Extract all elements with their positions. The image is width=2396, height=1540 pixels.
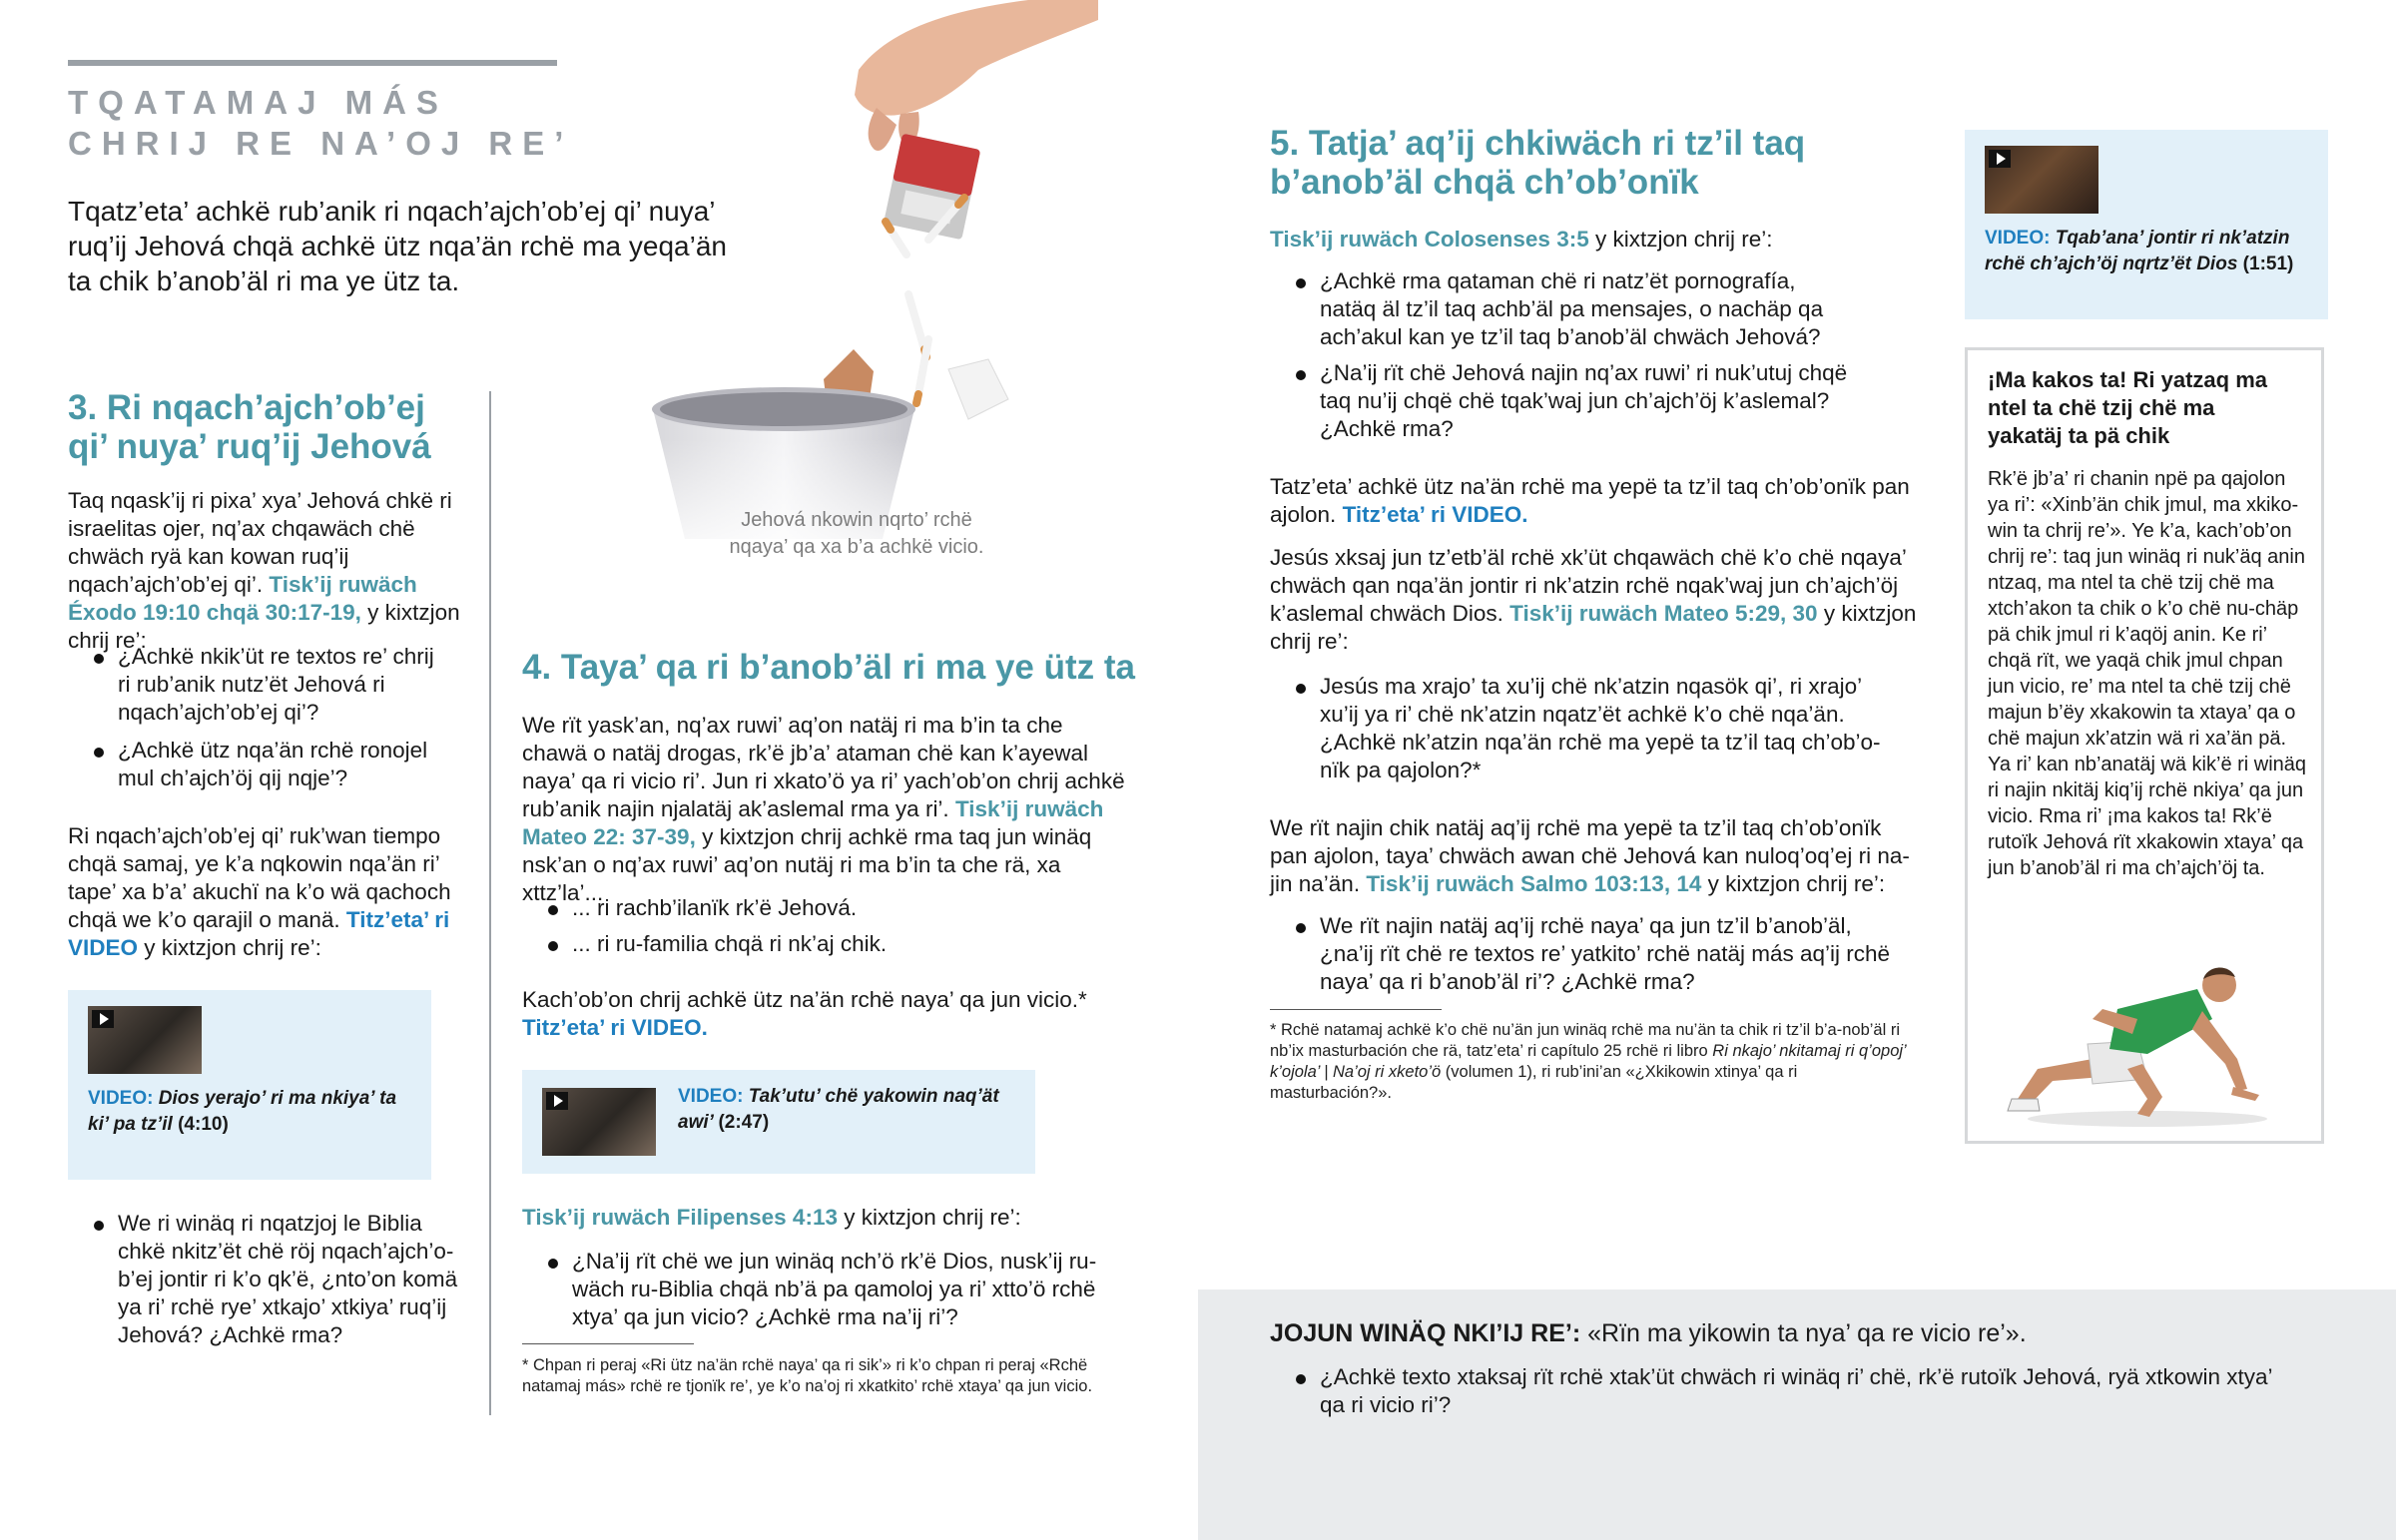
video-duration: (2:47): [718, 1112, 770, 1133]
video-label: VIDEO:: [1985, 228, 2051, 249]
section3-scripture-link[interactable]: Tisk’ij ruwäch Éxodo 19:10 chqä 30:17-19,: [68, 572, 417, 625]
video-label: VIDEO:: [88, 1088, 154, 1109]
sidebar-video-caption: [1985, 226, 2314, 277]
section3-para1-after: y kixtzjon chrij re’:: [68, 600, 460, 653]
list-item: ¿Na’ij rït chë we jun winäq nch’ö rk’ë Dios, nusk’ij ru-wäch ru-Biblia chqä nb’ä pa qamoloj ya ri’ xtto’ö rchë xtya’ qa jun vicio? ¿Achkë rma na’ij ri’?: [546, 1248, 1115, 1331]
section4-scripture-link[interactable]: Tisk’ij ruwäch Mateo 22: 37-39,: [522, 796, 1104, 849]
header-rule: [68, 60, 557, 66]
sidebar-video-box[interactable]: [1965, 130, 2328, 319]
video-thumbnail[interactable]: [1985, 146, 2098, 214]
section3-para2-text: Ri nqach’ajch’ob’ej qi’ ruk’wan tiempo chqä samaj, ye k’a nqkowin nqa’än ri’ tape’ xa b’a’ akuchï na k’o wä qachoch chqä we k’o qarajil o manä.: [68, 823, 451, 932]
bottom-discussion-box: [1198, 1289, 2396, 1540]
video-title: Tak’utu’ chë yakowin naq’ät awi’: [678, 1086, 999, 1133]
section5-footnote-text: * Rchë natamaj achkë k’o chë nu’än jun winäq rchë ma nu’än ta chik ri tz’il b’a-nob’äl ri nb’ix masturbación che rä, tatz’eta’ ri capítulo 25 rchë ri libro: [1270, 1021, 1900, 1060]
list-item: ¿Achkë nkik’üt re textos re’ chrij ri rub’anik nutz’ët Jehová ri nqach’ajch’ob’ej qi’?: [92, 643, 451, 727]
section4-video-box[interactable]: [522, 1070, 1035, 1174]
section4-video-link[interactable]: Titz’eta’ ri VIDEO.: [522, 1015, 708, 1040]
video-thumbnail[interactable]: [542, 1088, 656, 1156]
section5-bullets-3: [1294, 912, 1893, 996]
list-item: ¿Achkë rma qataman chë ri natz’ët pornografía, natäq äl tz’il taq achb’äl pa mensajes, o nachäp qa ach’akul kan ye tz’il taq b’anob’äl chwäch Jehová?: [1294, 267, 1853, 351]
section4-para3: [522, 1204, 1121, 1232]
list-item: ¿Achkë texto xtaksaj rït rchë xtak’üt chwäch ri winäq ri’ chë, rk’ë rutoïk Jehová, ryä xtkowin xtya’ qa ri vicio ri’?: [1294, 1363, 2292, 1419]
section5-video-link[interactable]: Titz’eta’ ri VIDEO.: [1342, 502, 1528, 527]
bottom-heading: JOJUN WINÄQ NKI’IJ RE’:: [1270, 1319, 1581, 1347]
runner-illustration: [1998, 949, 2297, 1129]
section3-para2: [68, 822, 459, 962]
footnote-rule: [522, 1343, 694, 1344]
footnote-rule: [1270, 1009, 1442, 1010]
list-item: We ri winäq ri nqatzjoj le Biblia chkë nkitz’ët chë röj nqach’ajch’o-b’ej jontir ri k’o qk’ë, ¿nto’on komä ya ri’ rchë rye’ xtkajo’ xtkiya’ ruq’ij Jehová? ¿Achkë rma?: [92, 1210, 459, 1349]
section5-scripture-link-1[interactable]: Tisk’ij ruwäch Colosenses 3:5: [1270, 227, 1589, 252]
list-item: We rït najin natäj aq’ij rchë naya’ qa jun tz’il b’anob’äl, ¿na’ij rït chë re textos re’ yatkito’ rchë natäj más aq’ij rchë naya’ qa ri b’anob’äl ri’? ¿Achkë rma?: [1294, 912, 1893, 996]
trash-illustration: [629, 0, 1128, 569]
section5-para1-text: Tatz’eta’ achkë ütz na’än rchë ma yepë ta tz’il taq ch’ob’onïk pan ajolon.: [1270, 474, 1910, 527]
section3-para1: [68, 487, 467, 655]
story-box: [1965, 347, 2324, 1144]
section5-para2-text: Jesús xksaj jun tz’etb’äl rchë xk’üt chqawäch chë k’o chë nqaya’ chwäch qan nqa’än jontir ri nk’atzin rchë nqak’waj jun ch’ajch’öj k’aslemal chwäch Dios.: [1270, 545, 1906, 626]
list-item: Jesús ma xrajo’ ta xu’ij chë nk’atzin nqasök qi’, ri xrajo’ xu’ij ya ri’ chë nk’atzin nqatz’ët achkë k’o chë nqa’än. ¿Achkë nk’atzin nqa’än rchë ma yepë ta tz’il taq ch’ob’o-nïk pa qajolon?*: [1294, 673, 1893, 784]
video-label: VIDEO:: [678, 1086, 744, 1107]
play-icon[interactable]: [1989, 150, 2011, 168]
section5-para3-after: y kixtzjon chrij re’:: [1707, 871, 1886, 896]
video-thumbnail[interactable]: [88, 1006, 202, 1074]
page-title-line2: CHRIJ RE NA’OJ RE’: [68, 125, 574, 162]
section4-para1: [522, 712, 1131, 907]
section4-heading: 4. Taya’ qa ri b’anob’äl ri ma ye ütz ta: [522, 648, 1136, 687]
play-icon[interactable]: [546, 1092, 568, 1110]
section5-bullets-1: [1294, 267, 1853, 443]
section5-footnote-end: (volumen 1), ri rub’ini’an «¿Xkikowin xtinya’ qa ri masturbación?».: [1270, 1063, 1798, 1102]
intro-text: Tqatz’eta’ achkë rub’anik ri nqach’ajch’ob’ej qi’ nuya’ ruq’ij Jehová chqä achkë ütz nqa’än rchë ma yeqa’än ta chik b’anob’äl ri ma ye ütz ta.: [68, 196, 727, 296]
section5-footnote-book: Ri nkajo’ nkitamaj ri q’opoj’ k’ojola’ | Na’oj ri xketo’ö: [1270, 1042, 1906, 1081]
list-item: ¿Achkë ütz nqa’än rchë ronojel mul ch’ajch’öj qij nqje’?: [92, 737, 451, 792]
section5-para2-after: y kixtzjon chrij re’:: [1270, 601, 1917, 654]
section3-para1-text: Taq nqask’ij ri pixa’ xya’ Jehová chkë ri israelitas ojer, nq’ax chqawäch chë chwäch ryä kan kowan ruq’ij nqach’ajch’ob’ej qi’.: [68, 488, 452, 597]
bottom-bullets: [1294, 1363, 2292, 1419]
bottom-heading-line: [1270, 1317, 2348, 1349]
section4-bullets: [546, 894, 1105, 958]
video-title: Dios yerajo’ ri ma nkiya’ ta ki’ pa tz’il: [88, 1088, 397, 1135]
list-item: ¿Na’ij rït chë Jehová najin nq’ax ruwi’ ri nuk’utuj chqë taq nu’ij chqë chë tqak’waj jun ch’ajch’öj k’aslemal? ¿Achkë rma?: [1294, 359, 1853, 443]
section4-para2-text: Kach’ob’on chrij achkë ütz na’än rchë naya’ qa jun vicio.*: [522, 987, 1087, 1012]
section5-para1: [1270, 473, 1929, 529]
story-heading: ¡Ma kakos ta! Ri yatzaq ma ntel ta chë tzij chë ma yakatäj ta pä chik: [1988, 367, 2267, 448]
page-title-line1: TQATAMAJ MÁS: [68, 84, 448, 121]
illustration-caption: Jehová nkowin nqrto’ rchë nqaya’ qa xa b’a achkë vicio.: [729, 509, 984, 558]
section4-video-caption: [678, 1084, 1017, 1136]
video-title: Tqab’ana’ jontir ri nk’atzin rchë ch’ajch’öj nqrtz’ët Dios: [1985, 228, 2290, 274]
section5-scripture-link-2[interactable]: Tisk’ij ruwäch Mateo 5:29, 30: [1509, 601, 1818, 626]
column-divider: [489, 391, 491, 1415]
section3-bullets-last: [92, 1210, 459, 1349]
section3-video-box[interactable]: [68, 990, 431, 1180]
video-duration: (4:10): [178, 1114, 229, 1135]
section4-bullets-2: [546, 1248, 1115, 1331]
section5-ref1-after: y kixtzjon chrij re’:: [1594, 227, 1773, 252]
section5-para2: [1270, 544, 1919, 656]
section5-ref1: [1270, 226, 1909, 254]
section3-heading: 3. Ri nqach’ajch’ob’ej qi’ nuya’ ruq’ij Jehová: [68, 388, 431, 466]
section3-video-caption: [88, 1086, 407, 1138]
section4-para2: [522, 986, 1121, 1042]
section4-footnote: * Chpan ri peraj «Ri ütz na’än rchë naya’ qa ri sik’» ri k’o chpan ri peraj «Rchë natamaj más» rchë re tjonïk re’, ye k’o na’oj ri xkatkito’ rchë xtaya’ qa jun vicio.: [522, 1356, 1093, 1395]
section5-scripture-link-3[interactable]: Tisk’ij ruwäch Salmo 103:13, 14: [1366, 871, 1702, 896]
bottom-quote: «Rïn ma yikowin ta nya’ qa re vicio re’».: [1587, 1319, 2027, 1347]
section3-para2-after: y kixtzjon chrij re’:: [144, 935, 321, 960]
section4-scripture-link-2[interactable]: Tisk’ij ruwäch Filipenses 4:13: [522, 1205, 838, 1230]
section4-para1-text: We rït yask’an, nq’ax ruwi’ aq’on natäj ri ma b’in ta che chawä o natäj drogas, rk’ë jb’a’ ataman chë kan k’ayewal naya’ qa ri vicio ri’. Jun ri xkato’ö ya ri’ yach’ob’on chrij achkë rub’anik najin njalatäj ak’aslemal rma ya ri’.: [522, 713, 1125, 821]
section3-bullets: [92, 643, 451, 792]
section4-para3-after: y kixtzjon chrij re’:: [844, 1205, 1021, 1230]
section5-bullets-2: [1294, 673, 1893, 784]
section5-para3: [1270, 814, 1919, 898]
video-duration: (1:51): [2242, 254, 2294, 274]
section5-para3-text: We rït najin chik natäj aq’ij rchë ma yepë ta tz’il taq ch’ob’onïk pan ajolon, taya’ chwäch awan chë Jehová kan nuloq’oq’ej ri na-jin na’än.: [1270, 815, 1910, 896]
list-item: ... ri rachb’ilanïk rk’ë Jehová.: [546, 894, 1105, 922]
story-text: Rk’ë jb’a’ ri chanin npë pa qajolon ya ri’: «Xinb’än chik jmul, ma xkiko-win ta chrij re’». Ye k’a, kach’ob’on chrij re’: taq jun winäq ri nuk’äq anin ntzaq, ma ntel ta chë tzij chë ma xtch’akon ta chik o k’o chë nu-chäp pä chik jmul ri k’aqöj anin. Ke ri’ chqä rït, we yaqä chik jmul chpan jun vicio, re’ ma ntel ta chë tzij chë majun b’ëy xkakowin ta xtaya’ qa o chë majun xk’atzin wä ri xa’än pä. Ya ri’ kan nb’anatäj wä kik’ë ri winäq ri najin nkitäj kiq’ij rchë nkiya’ qa jun vicio. Rma ri’ ¡ma kakos ta! Rk’ë rutoïk Jehová rït xkakowin xtaya’ qa jun b’anob’äl ri ma ch’ajch’öj ta.: [1988, 468, 2307, 879]
section4-para1-after: y kixtzjon chrij achkë rma taq jun winäq nsk’an o nq’ax ruwi’ aq’on nutäj ri ma b’in ta che rä, xa xttz’la’...: [522, 824, 1092, 905]
list-item: ... ri ru-familia chqä ri nk’aj chik.: [546, 930, 1105, 958]
section3-video-link[interactable]: Titz’eta’ ri VIDEO: [68, 907, 450, 960]
section5-footnote: [1270, 1020, 1909, 1104]
play-icon[interactable]: [92, 1010, 114, 1028]
page-title: [68, 82, 627, 164]
section5-heading: 5. Tatja’ aq’ij chkiwäch ri tz’il taq b’anob’äl chqä ch’ob’onïk: [1270, 124, 1806, 202]
